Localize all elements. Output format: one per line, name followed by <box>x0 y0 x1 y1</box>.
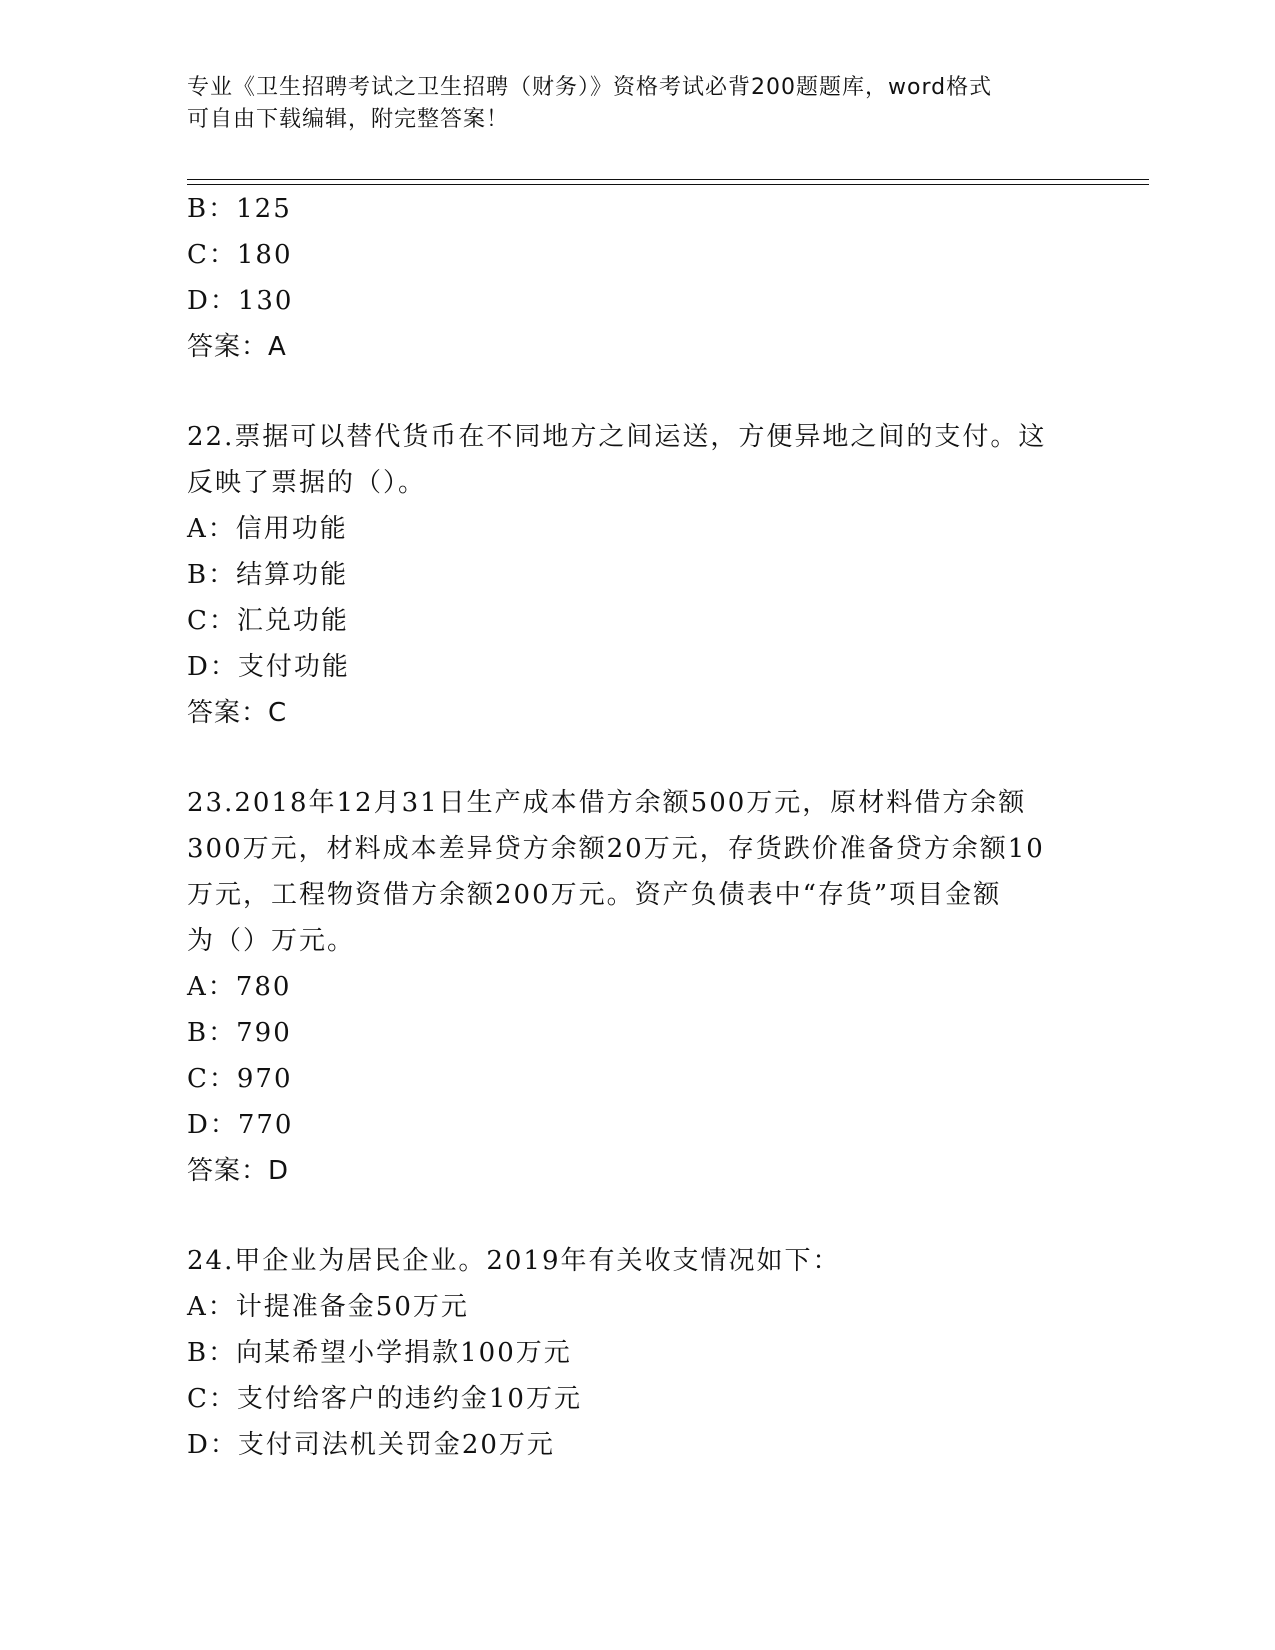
option-b: B：结算功能 <box>187 560 349 590</box>
question-text-line: 300万元，材料成本差异贷方余额20万元，存货跌价准备贷方余额10 <box>187 834 1045 864</box>
option-a: A：计提准备金50万元 <box>187 1292 469 1322</box>
option-c: C：汇兑功能 <box>187 606 349 636</box>
header-line-1: 专业《卫生招聘考试之卫生招聘（财务）》资格考试必背200题题库，word格式 <box>187 75 993 100</box>
option-c: C：970 <box>187 1064 293 1094</box>
answer-line: 答案：A <box>187 332 287 362</box>
question-22 <box>187 414 1087 736</box>
option-b: B：向某希望小学捐款100万元 <box>187 1338 572 1368</box>
option-d: D：支付司法机关罚金20万元 <box>187 1430 555 1460</box>
question-text-line: 万元，工程物资借方余额200万元。资产负债表中“存货”项目金额 <box>187 880 1002 910</box>
partial-question <box>187 186 1087 370</box>
option-b: B：790 <box>187 1018 292 1048</box>
option-d: D：支付功能 <box>187 652 350 682</box>
option-a: A：信用功能 <box>187 514 348 544</box>
option-c: C：支付给客户的违约金10万元 <box>187 1384 582 1414</box>
question-23 <box>187 780 1087 1194</box>
option-d: D：130 <box>187 286 294 316</box>
option-d: D：770 <box>187 1110 294 1140</box>
question-text-line: 22.票据可以替代货币在不同地方之间运送，方便异地之间的支付。这 <box>187 422 1047 452</box>
header-line-2: 可自由下载编辑，附完整答案！ <box>187 107 510 132</box>
option-b: B：125 <box>187 194 292 224</box>
question-text-line: 反映了票据的（）。 <box>187 468 427 498</box>
question-text-line: 24.甲企业为居民企业。2019年有关收支情况如下： <box>187 1246 841 1276</box>
question-text-line: 23.2018年12月31日生产成本借方余额500万元，原材料借方余额 <box>187 788 1027 818</box>
option-c: C：180 <box>187 240 293 270</box>
answer-line: 答案：C <box>187 698 288 728</box>
question-content <box>187 186 1087 1468</box>
header-divider-bottom <box>187 184 1149 185</box>
answer-line: 答案：D <box>187 1156 290 1186</box>
question-text-line: 为（）万元。 <box>187 926 356 956</box>
header-divider-top <box>187 179 1149 180</box>
document-header <box>187 72 1087 136</box>
question-24 <box>187 1238 1087 1468</box>
option-a: A：780 <box>187 972 292 1002</box>
